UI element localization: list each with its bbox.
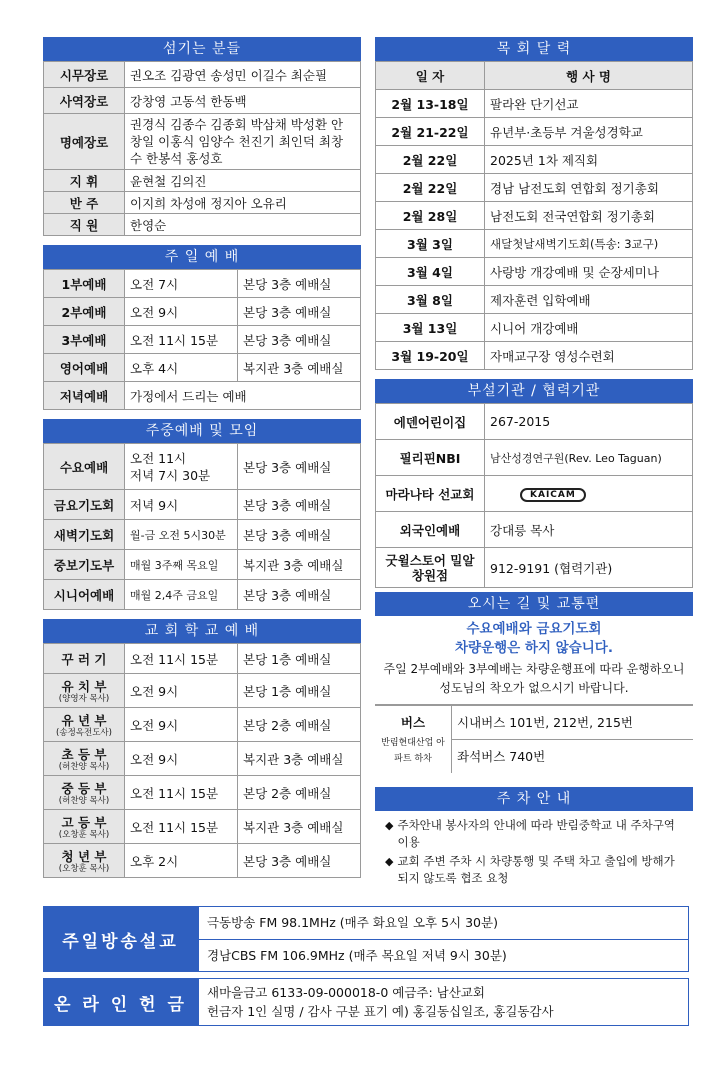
- service-name: 1부예배: [44, 270, 125, 298]
- dept-time: 오전 9시: [125, 708, 238, 742]
- role-names: 윤현철 김의진: [125, 170, 361, 192]
- dept-name: 꾸 러 기: [44, 644, 125, 674]
- broadcast-label: 주일방송설교: [43, 906, 198, 972]
- role-names: 권경식 김종수 김종회 박삼채 박성환 안창일 이홍식 임양수 천진기 최인덕 최창수 한봉석 홍성호: [125, 114, 361, 170]
- kaicam-logo: KAICAM: [520, 488, 586, 502]
- dept-name: 유 년 부 (송정옥전도사): [44, 708, 125, 742]
- affiliate-value: 912-9191 (협력기관): [485, 548, 693, 588]
- service-place: 본당 3층 예배실: [238, 270, 361, 298]
- calendar-col-event: 행 사 명: [485, 62, 693, 90]
- broadcast-body: [198, 906, 689, 972]
- role-label: 반 주: [44, 192, 125, 214]
- broadcast-line-2: 경남CBS FM 106.9MHz (매주 목요일 저녁 9시 30분): [207, 948, 507, 963]
- school-table: [43, 643, 361, 878]
- service-name: 저녁예배: [44, 382, 125, 410]
- event-name: 사랑방 개강예배 및 순장세미나: [485, 258, 693, 286]
- offering-body: [198, 978, 689, 1026]
- parking-body: [375, 811, 693, 887]
- role-names: 한영순: [125, 214, 361, 236]
- event-date: 3월 4일: [376, 258, 485, 286]
- bus-table: [375, 704, 693, 773]
- service-name: 영어예배: [44, 354, 125, 382]
- affiliate-name: 필리핀NBI: [376, 440, 485, 476]
- service-place: 본당 3층 예배실: [238, 298, 361, 326]
- service-name: 시니어예배: [44, 580, 125, 610]
- directions-notice-1: 수요예배와 금요기도회: [466, 621, 602, 637]
- bus-label: 버스: [400, 714, 426, 730]
- event-name: 자매교구장 영성수련회: [485, 342, 693, 370]
- calendar-col-date: 일 자: [376, 62, 485, 90]
- weekday-header: 주중예배 및 모임: [43, 419, 361, 443]
- role-label: 시무장로: [44, 62, 125, 88]
- dept-time: 오전 11시 15분: [125, 644, 238, 674]
- event-date: 2월 22일: [376, 146, 485, 174]
- dept-name: 청 년 부 (오창훈 목사): [44, 844, 125, 878]
- event-name: 남전도회 전국연합회 정기총회: [485, 202, 693, 230]
- service-name: 수요예배: [44, 444, 125, 490]
- dept-place: 본당 2층 예배실: [238, 708, 361, 742]
- diamond-bullet-icon: ◆: [385, 855, 394, 868]
- directions-header: 오시는 길 및 교통편: [375, 592, 693, 616]
- event-date: 3월 19-20일: [376, 342, 485, 370]
- dept-place: 복지관 3층 예배실: [238, 742, 361, 776]
- sunday-header: 주 일 예 배: [43, 245, 361, 269]
- service-time: 월-금 오전 5시30분: [125, 520, 238, 550]
- dept-place: 본당 3층 예배실: [238, 844, 361, 878]
- service-place: 복지관 3층 예배실: [238, 550, 361, 580]
- service-time: 오후 4시: [125, 354, 238, 382]
- event-date: 2월 13-18일: [376, 90, 485, 118]
- service-time: 가정에서 드리는 예배: [125, 382, 361, 410]
- right-column: [375, 37, 693, 887]
- role-names: 강창영 고동석 한동백: [125, 88, 361, 114]
- role-label: 사역장로: [44, 88, 125, 114]
- service-time: 저녁 9시: [125, 490, 238, 520]
- event-name: 경남 남전도회 연합회 정기총회: [485, 174, 693, 202]
- event-name: 시니어 개강예배: [485, 314, 693, 342]
- service-place: 본당 3층 예배실: [238, 444, 361, 490]
- role-names: 이지희 차성애 정지아 오유리: [125, 192, 361, 214]
- dept-time: 오전 11시 15분: [125, 810, 238, 844]
- service-place: 복지관 3층 예배실: [238, 354, 361, 382]
- event-name: 유년부·초등부 겨울성경학교: [485, 118, 693, 146]
- affiliates-table: [375, 403, 693, 588]
- affiliate-name: 외국인예배: [376, 512, 485, 548]
- service-name: 새벽기도회: [44, 520, 125, 550]
- service-time: 매월 3주째 목요일: [125, 550, 238, 580]
- dept-time: 오전 11시 15분: [125, 776, 238, 810]
- affiliate-name: 마라나타 선교회: [376, 476, 485, 512]
- service-name: 2부예배: [44, 298, 125, 326]
- event-date: 3월 13일: [376, 314, 485, 342]
- directions-text: 주일 2부예배와 3부예배는 차량운행표에 따라 운행하오니 성도님의 착오가 없으시기 바랍니다.: [383, 662, 685, 695]
- role-label: 명예장로: [44, 114, 125, 170]
- parking-item: ◆ 교회 주변 주차 시 차량통행 및 주택 차고 출입에 방해가 되지 않도록 협조 요청: [385, 854, 675, 885]
- service-name: 3부예배: [44, 326, 125, 354]
- event-date: 2월 21-22일: [376, 118, 485, 146]
- offering-label: 온 라 인 헌 금: [43, 978, 198, 1026]
- service-time: 오전 11시 저녁 7시 30분: [125, 444, 238, 490]
- bus-label-cell: [375, 705, 452, 773]
- service-place: 본당 3층 예배실: [238, 490, 361, 520]
- diamond-bullet-icon: ◆: [385, 819, 394, 832]
- service-place: 본당 3층 예배실: [238, 520, 361, 550]
- affiliate-name: 굿윌스토어 밀알창원점: [376, 548, 485, 588]
- parking-item: ◆ 주차안내 봉사자의 안내에 따라 반림중학교 내 주차구역 이용: [385, 818, 675, 849]
- role-label: 지 휘: [44, 170, 125, 192]
- service-time: 오전 7시: [125, 270, 238, 298]
- service-name: 금요기도회: [44, 490, 125, 520]
- event-date: 2월 22일: [376, 174, 485, 202]
- calendar-header: 목 회 달 력: [375, 37, 693, 61]
- service-time: 매월 2,4주 금요일: [125, 580, 238, 610]
- service-place: 본당 3층 예배실: [238, 580, 361, 610]
- affiliate-value: 강대릉 목사: [485, 512, 693, 548]
- school-header: 교 회 학 교 예 배: [43, 619, 361, 643]
- offering-line-1: 새마을금고 6133-09-000018-0 예금주: 남산교회: [207, 985, 485, 1000]
- dept-time: 오후 2시: [125, 844, 238, 878]
- broadcast-box: [43, 906, 689, 972]
- role-label: 직 원: [44, 214, 125, 236]
- dept-place: 본당 1층 예배실: [238, 644, 361, 674]
- calendar-table: [375, 61, 693, 370]
- role-names: 권오조 김광연 송성민 이길수 최순필: [125, 62, 361, 88]
- affiliate-value: 남산성경연구원(Rev. Leo Taguan): [485, 440, 693, 476]
- service-time: 오전 11시 15분: [125, 326, 238, 354]
- offering-box: [43, 978, 689, 1026]
- dept-name: 고 등 부 (오창훈 목사): [44, 810, 125, 844]
- bus-route-1: 시내버스 101번, 212번, 215번: [452, 705, 694, 739]
- affiliate-value: 267-2015: [485, 404, 693, 440]
- weekday-table: [43, 443, 361, 610]
- service-time: 오전 9시: [125, 298, 238, 326]
- stop-label: 반림현대산업 아파트 하차: [381, 737, 445, 764]
- dept-name: 초 등 부 (허찬양 목사): [44, 742, 125, 776]
- service-name: 중보기도부: [44, 550, 125, 580]
- offering-line-2: 헌금자 1인 실명 / 감사 구분 표기 예) 홍길동십일조, 홍길동감사: [207, 1004, 554, 1019]
- bus-route-2: 좌석버스 740번: [452, 739, 694, 773]
- broadcast-line-1: 극동방송 FM 98.1MHz (매주 화요일 오후 5시 30분): [199, 907, 688, 940]
- servers-table: [43, 61, 361, 236]
- affiliate-logo: [485, 476, 693, 512]
- dept-time: 오전 9시: [125, 742, 238, 776]
- event-date: 3월 3일: [376, 230, 485, 258]
- directions-notice-2: 차량운행은 하지 않습니다.: [455, 640, 613, 656]
- dept-place: 본당 2층 예배실: [238, 776, 361, 810]
- dept-time: 오전 9시: [125, 674, 238, 708]
- parking-header: 주 차 안 내: [375, 787, 693, 811]
- event-name: 팔라완 단기선교: [485, 90, 693, 118]
- service-place: 본당 3층 예배실: [238, 326, 361, 354]
- sunday-table: [43, 269, 361, 410]
- affiliate-name: 에덴어린이집: [376, 404, 485, 440]
- event-date: 3월 8일: [376, 286, 485, 314]
- event-name: 제자훈련 입학예배: [485, 286, 693, 314]
- directions-body: [375, 616, 693, 700]
- left-column: [43, 37, 361, 878]
- event-name: 새달첫날새벽기도회(특송: 3교구): [485, 230, 693, 258]
- affiliates-header: 부설기관 / 협력기관: [375, 379, 693, 403]
- dept-name: 유 치 부 (양영자 목사): [44, 674, 125, 708]
- servers-header: 섬기는 분들: [43, 37, 361, 61]
- event-date: 2월 28일: [376, 202, 485, 230]
- dept-place: 복지관 3층 예배실: [238, 810, 361, 844]
- dept-name: 중 등 부 (허찬양 목사): [44, 776, 125, 810]
- event-name: 2025년 1차 제직회: [485, 146, 693, 174]
- dept-place: 본당 1층 예배실: [238, 674, 361, 708]
